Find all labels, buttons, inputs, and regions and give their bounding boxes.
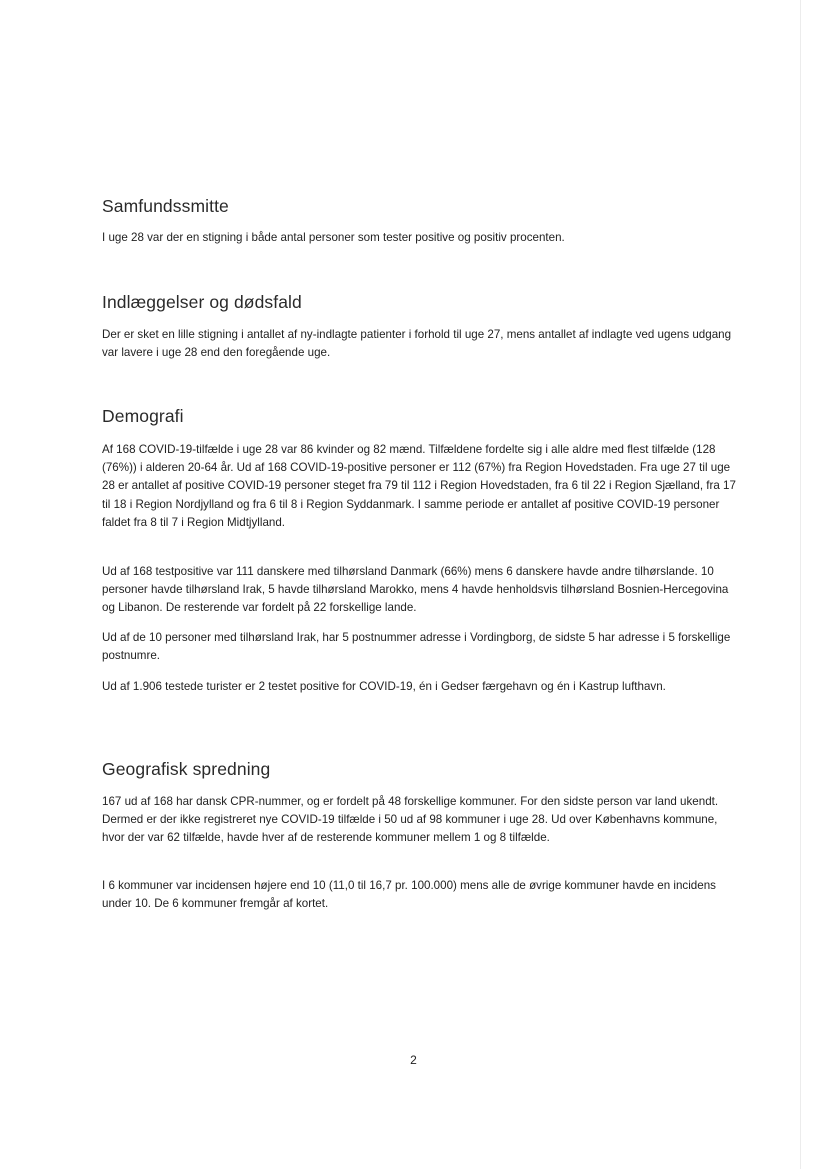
paragraph-indlaeggelser: Der er sket en lille stigning i antallet af ny-indlagte patienter i forhold til uge 27, mens antallet af indlagte ved ugens udgang var lavere i uge 28 end den foregående uge. — [102, 328, 732, 360]
page-number: 2 — [410, 1053, 417, 1067]
scan-edge-line — [800, 0, 801, 1169]
paragraph-geografisk-2: I 6 kommuner var incidensen højere end 10 (11,0 til 16,7 pr. 100.000) mens alle de øvrige kommuner havde en incidens under 10. De 6 kommuner fremgår af kortet. — [102, 879, 716, 911]
paragraph-demografi-4: Ud af 1.906 testede turister er 2 testet positive for COVID-19, én i Gedser færgehavn og én i Kastrup lufthavn. — [102, 680, 666, 693]
paragraph-demografi-1: Af 168 COVID-19-tilfælde i uge 28 var 86 kvinder og 82 mænd. Tilfældene fordelte sig i alle aldre med flest tilfælde (128 (76%)) i alderen 20-64 år. Ud af 168 COVID-19-positive personer er 112 (67%) fra Region Hovedstaden. Fra uge 27 til uge 28 er antallet af positive COVID-19 personer steget fra 79 til 112 i Region Hovedstaden, fra 6 til 22 i Region Sjælland, fra 17 til 18 i Region Nordjylland og fra 6 til 8 i Region Syddanmark. I samme periode er antallet af positive COVID-19 personer faldet fra 8 til 7 i Region Midtjylland. — [102, 443, 736, 529]
section-heading-geografisk-spredning: Geografisk spredning — [102, 759, 271, 779]
section-heading-indlaeggelser: Indlæggelser og dødsfald — [102, 292, 302, 312]
paragraph-demografi-3: Ud af de 10 personer med tilhørsland Irak, har 5 postnummer adresse i Vordingborg, de sidste 5 har adresse i 5 forskellige postnumre. — [102, 631, 731, 663]
paragraph-geografisk-1: 167 ud af 168 har dansk CPR-nummer, og er fordelt på 48 forskellige kommuner. For den sidste person var land ukendt. Dermed er der ikke registreret nye COVID-19 tilfælde i 50 ud af 98 kommuner i uge 28. Ud over Københavns kommune, hvor der var 62 tilfælde, havde hver af de resterende kommuner mellem 1 og 8 tilfælde. — [102, 795, 719, 845]
section-heading-samfundssmitte: Samfundssmitte — [102, 196, 229, 216]
section-heading-demografi: Demografi — [102, 406, 184, 426]
paragraph-demografi-2: Ud af 168 testpositive var 111 danskere med tilhørsland Danmark (66%) mens 6 danskere havde andre tilhørslande. 10 personer havde tilhørsland Irak, 5 havde tilhørsland Marokko, mens 4 havde henholdsvis tilhørsland Bosnien-Hercegovina og Libanon. De resterende var fordelt på 22 forskellige lande. — [102, 565, 729, 615]
paragraph-samfundssmitte: I uge 28 var der en stigning i både antal personer som tester positive og positiv procenten. — [102, 231, 565, 244]
